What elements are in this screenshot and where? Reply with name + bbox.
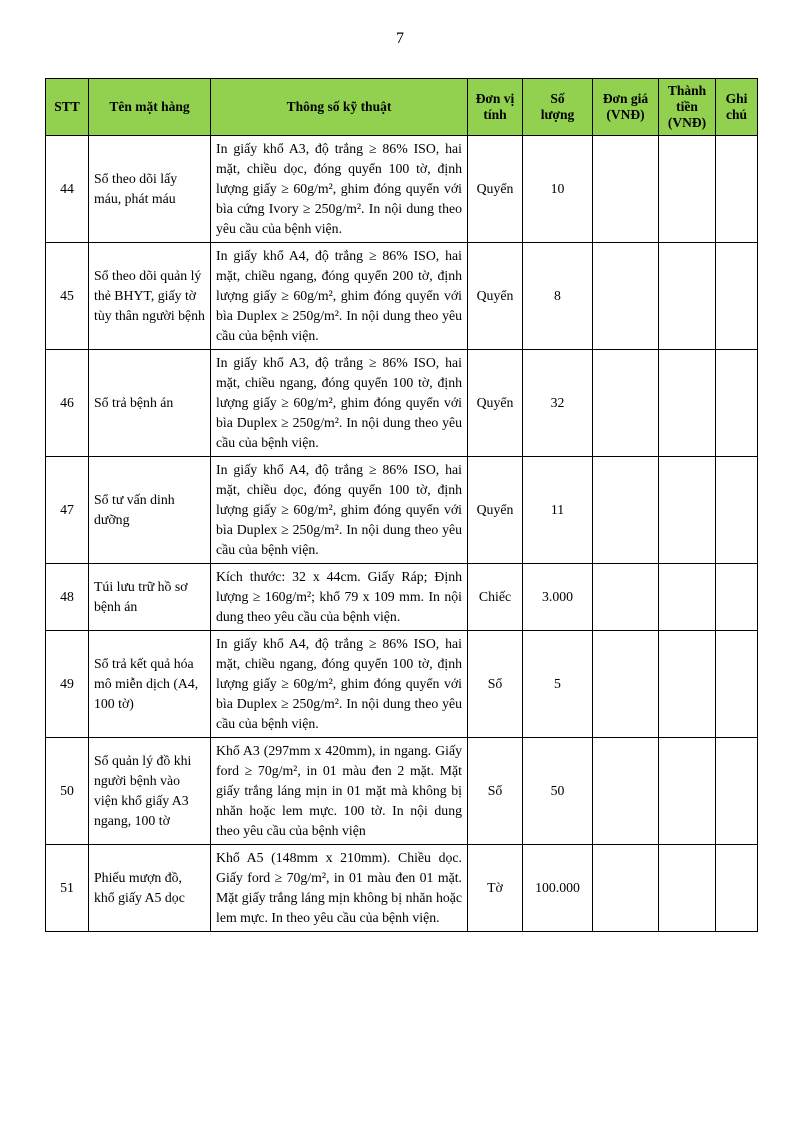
spec-cell: Khổ A5 (148mm x 210mm). Chiều dọc. Giấy ford ≥ 70g/m², in 01 màu đen 01 mặt. Mặt giấy trắng láng mịn không bị nhăn hoặc lem mực. In theo yêu cầu của bệnh viện. <box>211 845 468 932</box>
table-body <box>46 136 758 932</box>
stt-cell: 46 <box>46 350 89 457</box>
quantity-cell: 3.000 <box>523 564 593 631</box>
unit-cell: Quyển <box>468 243 523 350</box>
note-cell <box>716 738 758 845</box>
total-cell <box>659 631 716 738</box>
table-row <box>46 845 758 932</box>
item-name-cell: Sổ tư vấn dinh dưỡng <box>89 457 211 564</box>
unit-cell: Quyển <box>468 136 523 243</box>
total-cell <box>659 243 716 350</box>
quantity-cell: 5 <box>523 631 593 738</box>
spec-cell: Khổ A3 (297mm x 420mm), in ngang. Giấy ford ≥ 70g/m², in 01 màu đen 2 mặt. Mặt giấy trắng láng mịn in 01 mặt mà không bị nhăn hoặc lem mực. 100 tờ. In nội dung theo yêu cầu của bệnh viện <box>211 738 468 845</box>
note-cell <box>716 350 758 457</box>
table-row <box>46 243 758 350</box>
total-cell <box>659 350 716 457</box>
spec-cell: Kích thước: 32 x 44cm. Giấy Ráp; Định lượng ≥ 160g/m²; khổ 79 x 109 mm. In nội dung theo yêu cầu của bệnh viện. <box>211 564 468 631</box>
quantity-cell: 8 <box>523 243 593 350</box>
spec-cell: In giấy khổ A3, độ trắng ≥ 86% ISO, hai mặt, chiều dọc, đóng quyển 100 tờ, định lượng giấy ≥ 60g/m², ghim đóng quyển với bìa cứng Ivory ≥ 250g/m². In nội dung theo yêu cầu của bệnh viện. <box>211 136 468 243</box>
table-row <box>46 136 758 243</box>
unit-cell: Tờ <box>468 845 523 932</box>
stt-cell: 49 <box>46 631 89 738</box>
quantity-cell: 50 <box>523 738 593 845</box>
spec-cell: In giấy khổ A4, độ trắng ≥ 86% ISO, hai mặt, chiều ngang, đóng quyển 200 tờ, định lượng giấy ≥ 60g/m², ghim đóng quyển với bìa Duplex ≥ 250g/m². In nội dung theo yêu cầu của bệnh viện. <box>211 243 468 350</box>
unit-price-cell <box>593 631 659 738</box>
total-cell <box>659 136 716 243</box>
item-name-cell: Sổ trả bệnh án <box>89 350 211 457</box>
note-cell <box>716 457 758 564</box>
total-cell <box>659 845 716 932</box>
unit-price-cell <box>593 136 659 243</box>
unit-price-cell <box>593 845 659 932</box>
table-row <box>46 631 758 738</box>
total-cell <box>659 564 716 631</box>
stt-cell: 47 <box>46 457 89 564</box>
header-unit: Đơn vị tính <box>468 79 523 136</box>
header-stt: STT <box>46 79 89 136</box>
spec-cell: In giấy khổ A4, độ trắng ≥ 86% ISO, hai mặt, chiều ngang, đóng quyển 100 tờ, định lượng giấy ≥ 60g/m², ghim đóng quyển với bìa Duplex ≥ 250g/m². In nội dung theo yêu cầu của bệnh viện. <box>211 631 468 738</box>
table-row <box>46 457 758 564</box>
table-row <box>46 350 758 457</box>
page-number: 7 <box>396 30 404 47</box>
header-spec: Thông số kỹ thuật <box>211 79 468 136</box>
item-name-cell: Sổ quản lý đồ khi người bệnh vào viện khổ giấy A3 ngang, 100 tờ <box>89 738 211 845</box>
unit-price-cell <box>593 243 659 350</box>
unit-cell: Quyển <box>468 350 523 457</box>
note-cell <box>716 564 758 631</box>
item-name-cell: Phiếu mượn đồ, khổ giấy A5 dọc <box>89 845 211 932</box>
header-quantity: Số lượng <box>523 79 593 136</box>
quantity-cell: 100.000 <box>523 845 593 932</box>
unit-price-cell <box>593 457 659 564</box>
stt-cell: 44 <box>46 136 89 243</box>
unit-price-cell <box>593 564 659 631</box>
table-row <box>46 564 758 631</box>
item-name-cell: Sổ theo dõi quản lý thẻ BHYT, giấy tờ tùy thân người bệnh <box>89 243 211 350</box>
unit-cell: Quyển <box>468 457 523 564</box>
item-name-cell: Túi lưu trữ hồ sơ bệnh án <box>89 564 211 631</box>
table-row <box>46 738 758 845</box>
unit-cell: Sổ <box>468 738 523 845</box>
unit-price-cell <box>593 738 659 845</box>
stt-cell: 51 <box>46 845 89 932</box>
unit-cell: Chiếc <box>468 564 523 631</box>
note-cell <box>716 631 758 738</box>
stt-cell: 48 <box>46 564 89 631</box>
note-cell <box>716 243 758 350</box>
stt-cell: 50 <box>46 738 89 845</box>
item-name-cell: Sổ theo dõi lấy máu, phát máu <box>89 136 211 243</box>
stt-cell: 45 <box>46 243 89 350</box>
spec-cell: In giấy khổ A3, độ trắng ≥ 86% ISO, hai mặt, chiều ngang, đóng quyển 100 tờ, định lượng giấy ≥ 60g/m², ghim đóng quyển với bìa Duplex ≥ 250g/m². In nội dung theo yêu cầu của bệnh viện. <box>211 350 468 457</box>
table-header-row <box>46 79 758 136</box>
spec-cell: In giấy khổ A4, độ trắng ≥ 86% ISO, hai mặt, chiều dọc, đóng quyển 100 tờ, định lượng giấy ≥ 60g/m², ghim đóng quyển với bìa Duplex ≥ 250g/m². In nội dung theo yêu cầu của bệnh viện. <box>211 457 468 564</box>
unit-cell: Sổ <box>468 631 523 738</box>
total-cell <box>659 457 716 564</box>
quantity-cell: 10 <box>523 136 593 243</box>
quantity-cell: 32 <box>523 350 593 457</box>
quantity-cell: 11 <box>523 457 593 564</box>
note-cell <box>716 845 758 932</box>
header-total: Thành tiền (VNĐ) <box>659 79 716 136</box>
unit-price-cell <box>593 350 659 457</box>
items-table <box>45 78 758 932</box>
item-name-cell: Sổ trả kết quả hóa mô miễn dịch (A4, 100 tờ) <box>89 631 211 738</box>
header-item-name: Tên mặt hàng <box>89 79 211 136</box>
note-cell <box>716 136 758 243</box>
header-note: Ghi chú <box>716 79 758 136</box>
header-unit-price: Đơn giá (VNĐ) <box>593 79 659 136</box>
total-cell <box>659 738 716 845</box>
